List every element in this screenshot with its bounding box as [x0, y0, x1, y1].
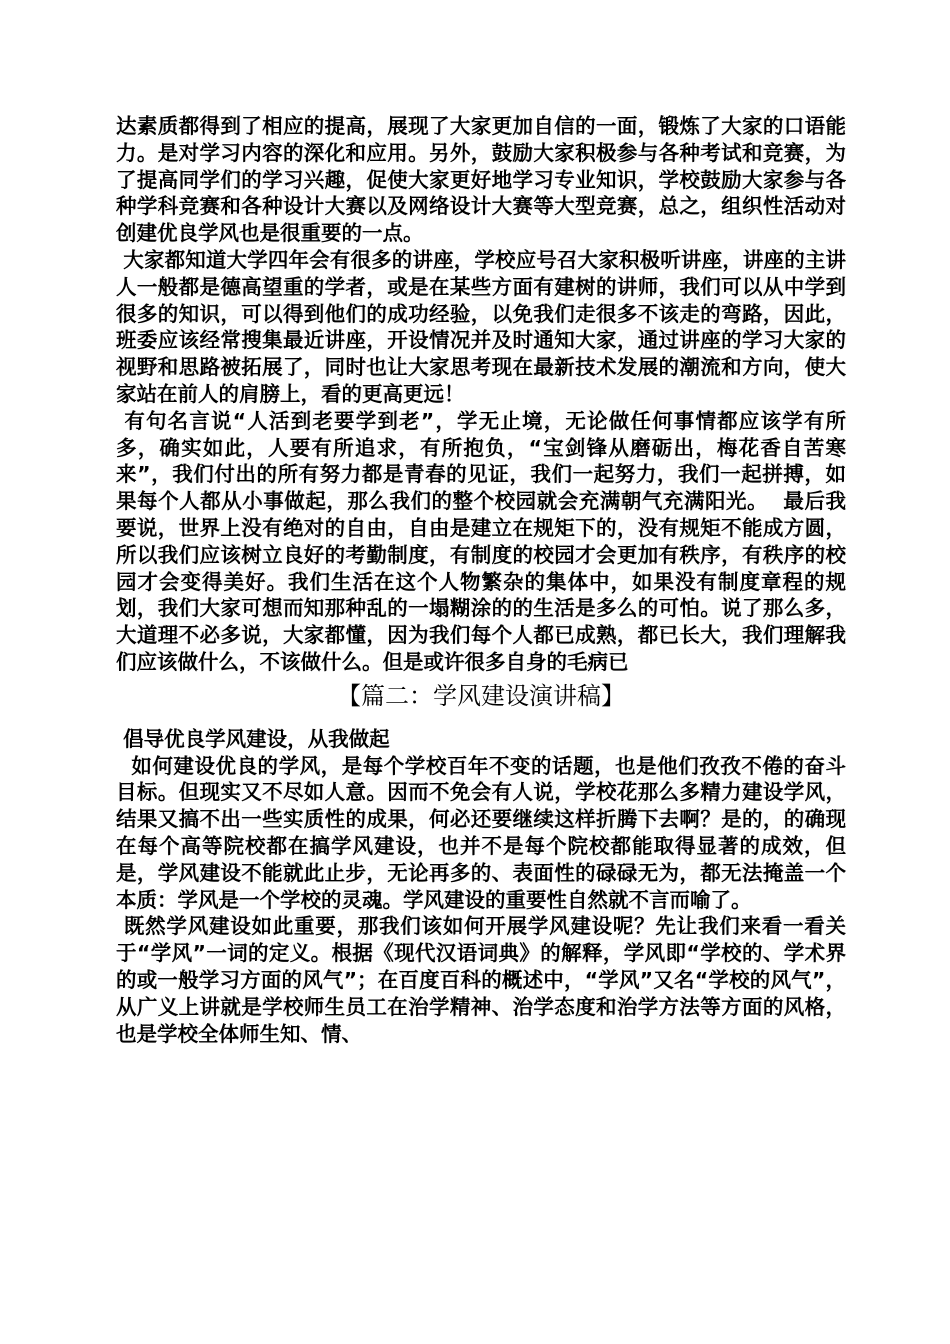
paragraph-5: 既然学风建设如此重要，那我们该如何开展学风建设呢？先让我们来看一看关于“学风”一词的定义。根据《现代汉语词典》的解释，学风即“学校的、学术界的或一般学习方面的风气”；在百度百科的概述中，“学风”又名“学校的风气”，从广义上讲就是学校师生员工在治学精神、治学态度和治学方法等方面的风格，也是学校全体师生知、情、 [116, 914, 847, 1046]
section-heading: 【篇二：学风建设演讲稿】 [337, 681, 625, 710]
paragraph-2: 大家都知道大学四年会有很多的讲座，学校应号召大家积极听讲座，讲座的主讲人一般都是德高望重的学者，或是在某些方面有建树的讲师，我们可以从中学到很多的知识，可以得到他们的成功经验，以免我们走很多不该走的弯路，因此，班委应该经常搜集最近讲座，开设情况并及时通知大家，通过讲座的学习大家的视野和思路被拓展了，同时也让大家思考现在最新技术发展的潮流和方向，使大家站在前人的肩膀上，看的更高更远！ [116, 247, 847, 406]
paragraph-3: 有句名言说“人活到老要学到老”，学无止境，无论做任何事情都应该学有所多，确实如此，人要有所追求，有所抱负，“宝剑锋从磨砺出，梅花香自苦寒来”，我们付出的所有努力都是青春的见证，我们一起努力，我们一起拼搏，如果每个人都从小事做起，那么我们的整个校园就会充满朝气充满阳光。 最后我要说，世界上没有绝对的自由，自由是建立在规矩下的，没有规矩不能成方圆，所以我们应该树立良好的考勤制度，有制度的校园才会更加有秩序，有秩序的校园才会变得美好。我们生活在这个人物繁杂的集体中，如果没有制度章程的规划，我们大家可想而知那种乱的一塌糊涂的的生活是多么的可怕。说了那么多，大道理不必多说，大家都懂，因为我们每个人都已成熟，都已长大，我们理解我们应该做什么，不该做什么。但是或许很多自身的毛病已 [116, 408, 846, 674]
section-subtitle: 倡导优良学风建设，从我做起 [116, 726, 390, 751]
paragraph-4: 如何建设优良的学风，是每个学校百年不变的话题，也是他们孜孜不倦的奋斗目标。但现实又不尽如人意。因而不免会有人说，学校花那么多精力建设学风，结果又搞不出一些实质性的成果，何必还要继续这样折腾下去啊？是的，的确现在每个高等院校都在搞学风建设，也并不是每个院校都能取得显著的成效，但是，学风建设不能就此止步，无论再多的、表面性的碌碌无为，都无法掩盖一个本质：学风是一个学校的灵魂。学风建设的重要性自然就不言而喻了。 [116, 753, 846, 912]
paragraph-1: 达素质都得到了相应的提高，展现了大家更加自信的一面，锻炼了大家的口语能力。是对学习内容的深化和应用。另外，鼓励大家积极参与各种考试和竞赛，为了提高同学们的学习兴趣，促使大家更好地学习专业知识，学校鼓励大家参与各种学科竞赛和各种设计大赛以及网络设计大赛等大型竞赛，总之，组织性活动对创建优良学风也是很重要的一点。 [116, 114, 846, 246]
document-page [116, 113, 846, 1047]
